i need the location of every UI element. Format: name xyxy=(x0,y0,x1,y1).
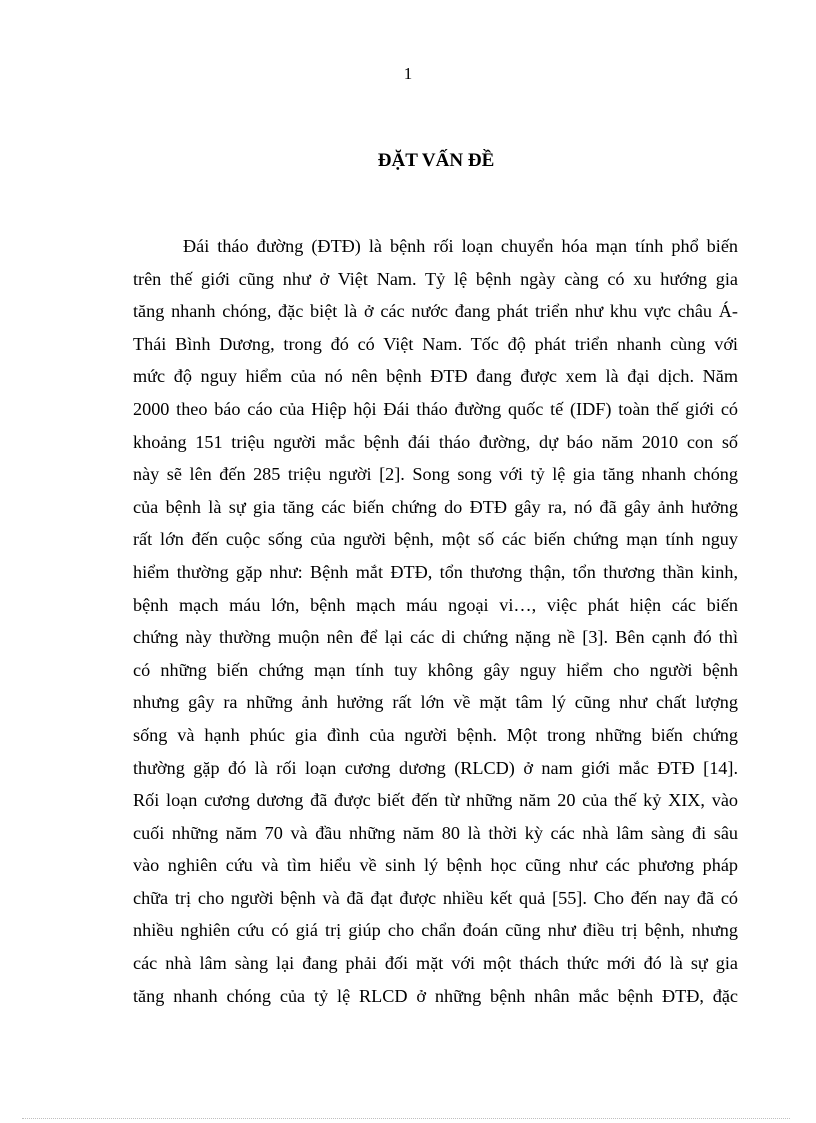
text-line: 2000 theo báo cáo của Hiệp hội Đái tháo đường quốc tế (IDF) toàn thế giới có xyxy=(133,398,738,419)
text-line: sống và hạnh phúc gia đình của người bệnh. Một trong những biến chứng xyxy=(133,724,738,745)
text-line: Đái tháo đường (ĐTĐ) là bệnh rối loạn chuyển hóa mạn tính phổ biến xyxy=(183,236,738,256)
page-number: 1 xyxy=(403,64,413,83)
text-line: thường gặp đó là rối loạn cương dương (RLCD) ở nam giới mắc ĐTĐ [14]. xyxy=(133,757,738,778)
text-line: của bệnh là sự gia tăng các biến chứng do ĐTĐ gây ra, nó đã gây ảnh hưởng xyxy=(133,496,738,517)
text-line: tăng nhanh chóng của tỷ lệ RLCD ở những bệnh nhân mắc bệnh ĐTĐ, đặc xyxy=(133,985,738,1006)
body-text xyxy=(133,230,738,1012)
text-line: chữa trị cho người bệnh và đã đạt được nhiều kết quả [55]. Cho đến nay đã có xyxy=(133,887,738,908)
page-title: ĐẶT VẤN ĐỀ xyxy=(377,150,495,171)
text-line: nhiều nghiên cứu có giá trị giúp cho chẩn đoán cũng như điều trị bệnh, nhưng xyxy=(133,920,738,941)
text-line: mức độ nguy hiểm của nó nên bệnh ĐTĐ đang được xem là đại dịch. Năm xyxy=(133,366,738,387)
text-line: khoảng 151 triệu người mắc bệnh đái tháo đường, dự báo năm 2010 con số xyxy=(133,431,738,452)
text-line: chứng này thường muộn nên để lại các di chứng nặng nề [3]. Bên cạnh đó thì xyxy=(133,627,738,648)
page-bottom-divider xyxy=(22,1118,790,1119)
text-line: bệnh mạch máu lớn, bệnh mạch máu ngoại vi…, việc phát hiện các biến xyxy=(133,594,738,615)
text-line: Rối loạn cương dương đã được biết đến từ những năm 20 của thế kỷ XIX, vào xyxy=(133,790,738,811)
text-line: trên thế giới cũng như ở Việt Nam. Tỷ lệ bệnh ngày càng có xu hướng gia xyxy=(133,268,738,289)
text-line: rất lớn đến cuộc sống của người bệnh, một số các biến chứng mạn tính nguy xyxy=(133,529,738,550)
text-line: cuối những năm 70 và đầu những năm 80 là thời kỳ các nhà lâm sàng đi sâu xyxy=(133,822,738,843)
text-line: các nhà lâm sàng lại đang phải đối mặt với một thách thức mới đó là sự gia xyxy=(133,953,738,974)
text-line: này sẽ lên đến 285 triệu người [2]. Song song với tỷ lệ gia tăng nhanh chóng xyxy=(133,464,738,485)
text-line: có những biến chứng mạn tính tuy không gây nguy hiểm cho người bệnh xyxy=(133,659,738,680)
text-line: Thái Bình Dương, trong đó có Việt Nam. Tốc độ phát triển nhanh cùng với xyxy=(133,333,738,354)
paragraph xyxy=(133,230,738,1012)
text-line: nhưng gây ra những ảnh hưởng rất lớn về mặt tâm lý cũng như chất lượng xyxy=(133,692,738,713)
text-line: hiểm thường gặp như: Bệnh mắt ĐTĐ, tổn thương thận, tổn thương thần kinh, xyxy=(133,561,738,582)
text-line: tăng nhanh chóng, đặc biệt là ở các nước đang phát triển như khu vực châu Á- xyxy=(133,301,738,322)
text-line: vào nghiên cứu và tìm hiểu về sinh lý bệnh học cũng như các phương pháp xyxy=(133,855,738,876)
